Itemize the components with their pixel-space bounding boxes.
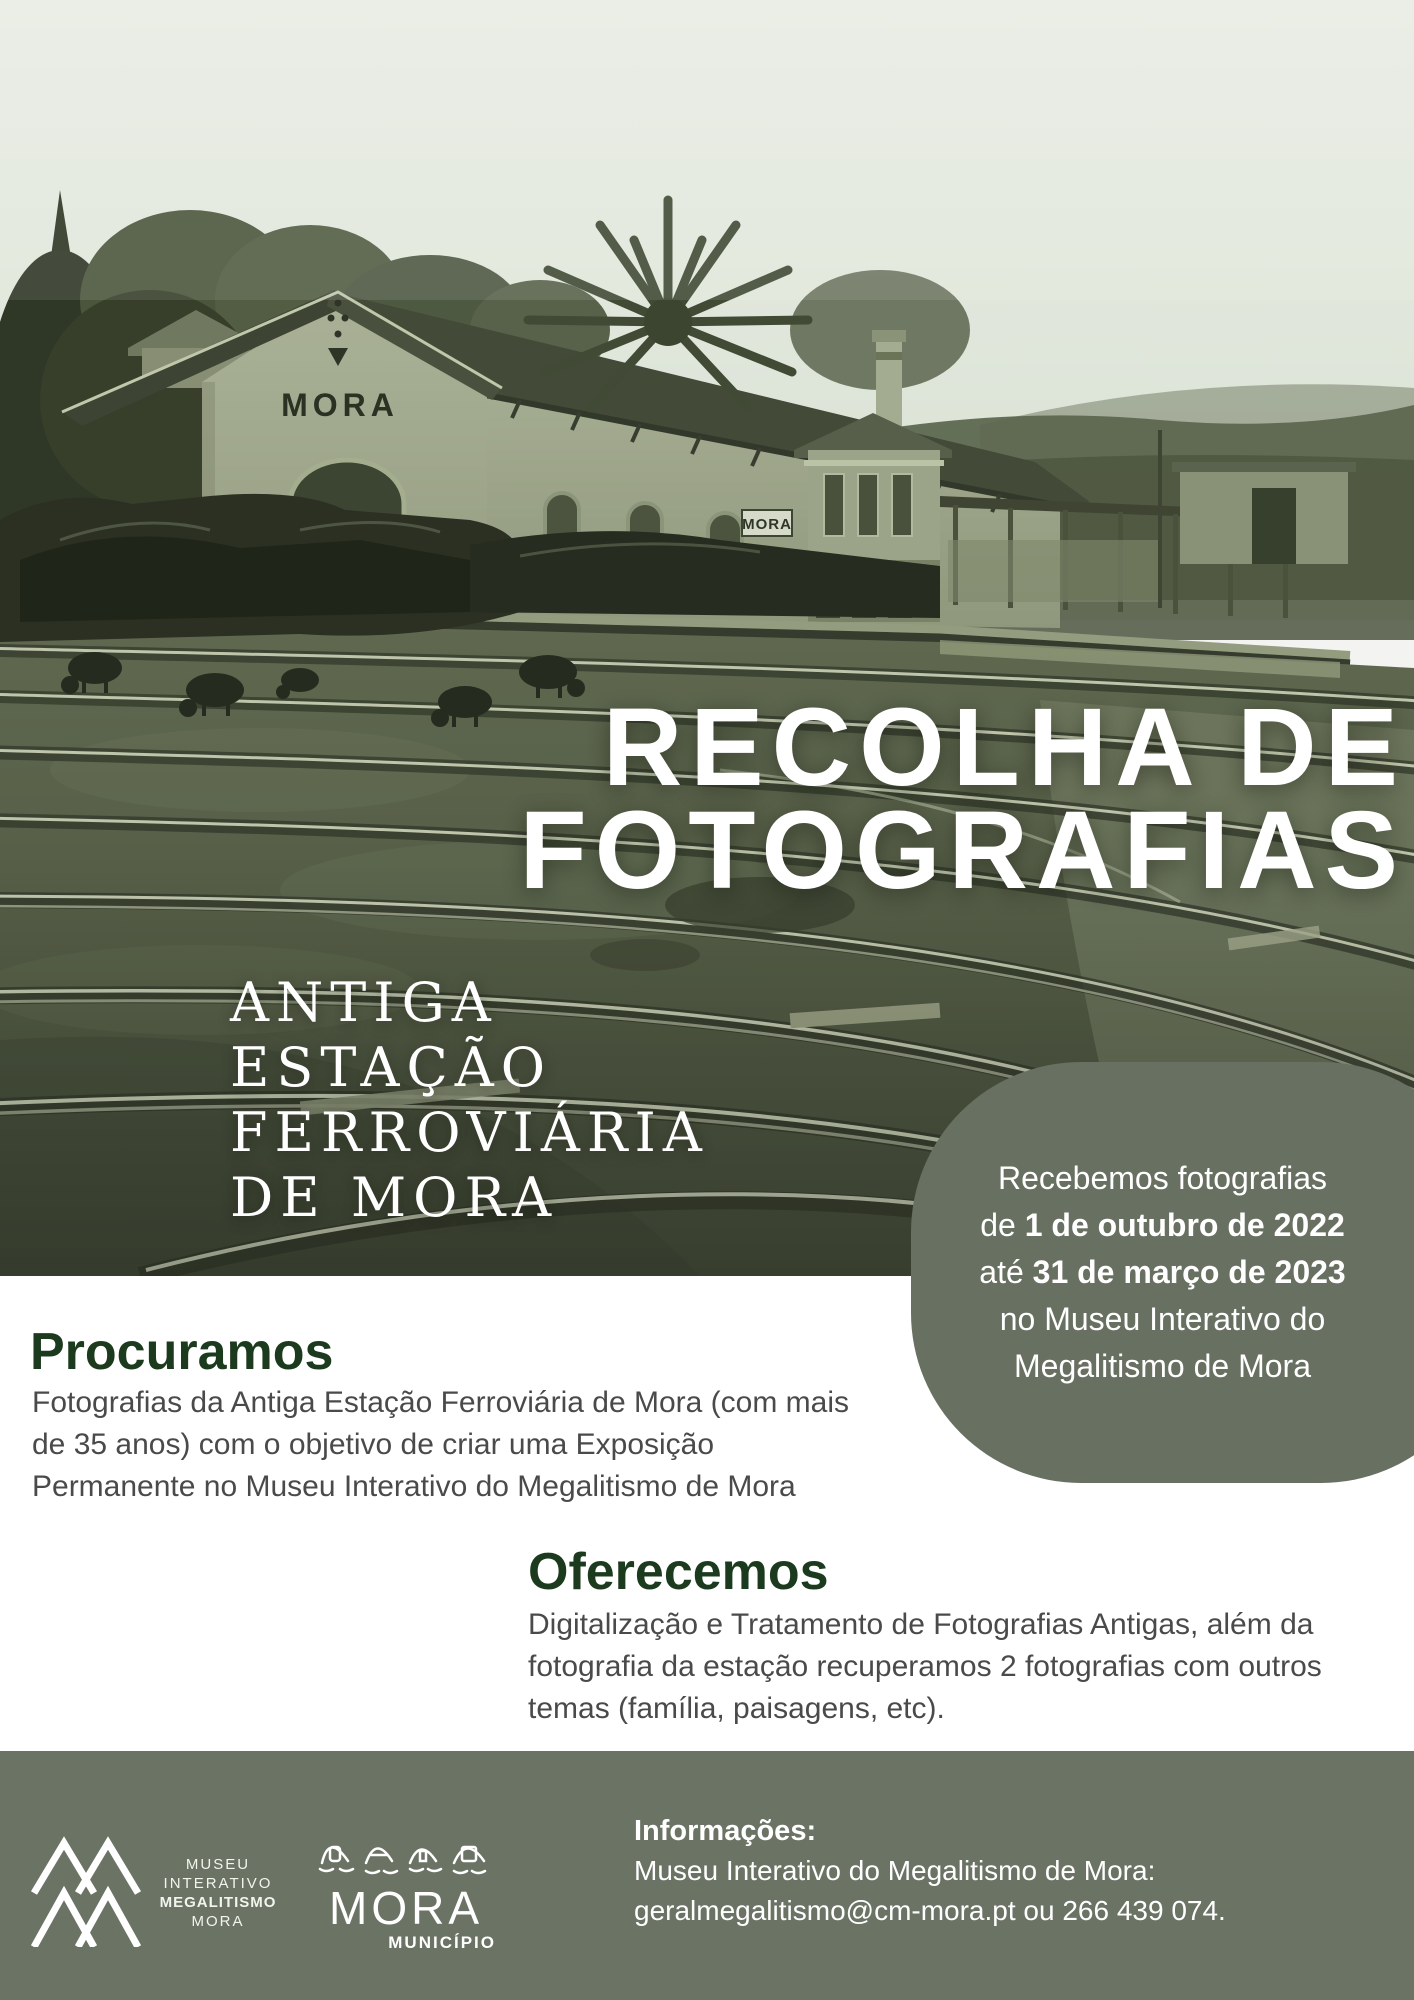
subtitle-line-4: DE MORA xyxy=(230,1166,559,1229)
notice-text xyxy=(911,1062,1414,1483)
notice-line-4: no Museu Interativo do xyxy=(999,1301,1326,1337)
subtitle xyxy=(230,970,709,1230)
oferecemos-heading: Oferecemos xyxy=(528,1543,829,1601)
museum-logo-line-2: INTERATIVO xyxy=(163,1875,273,1892)
procuramos-body-line-2: de 35 anos) com o objetivo de criar uma Exposição xyxy=(32,1428,715,1461)
notice-line-1: Recebemos fotografias xyxy=(997,1160,1328,1196)
procuramos-body-line-3: Permanente no Museu Interativo do Megalitismo de Mora xyxy=(32,1470,796,1503)
procuramos-body-line-1: Fotografias da Antiga Estação Ferroviária de Mora (com mais xyxy=(32,1386,850,1419)
notice-line-2: de 1 de outubro de 2022 xyxy=(980,1207,1345,1243)
museum-logo-label xyxy=(158,1855,278,1931)
procuramos-body xyxy=(32,1382,849,1508)
notice-end-date: 31 de março de 2023 xyxy=(1032,1254,1346,1290)
subtitle-line-1: ANTIGA xyxy=(230,971,498,1034)
oferecemos-body xyxy=(528,1604,1322,1730)
museum-logo-line-3: MEGALITISMO xyxy=(159,1894,277,1911)
oferecemos-body-line-1: Digitalização e Tratamento de Fotografias Antigas, além da xyxy=(528,1608,1314,1641)
platform-sign-text: MORA xyxy=(742,516,792,533)
notice-line-3: até 31 de março de 2023 xyxy=(979,1254,1346,1290)
mora-logo-name: MORA xyxy=(329,1882,483,1934)
museum-logo-icon xyxy=(30,1829,142,1947)
mora-logo-icon xyxy=(318,1831,494,1875)
page-title-line-1: RECOLHA DE xyxy=(602,686,1406,809)
info-line-2: geralmegalitismo@cm-mora.pt ou 266 439 074. xyxy=(634,1895,1226,1926)
gable-sign-text: MORA xyxy=(281,387,399,423)
subtitle-line-2: ESTAÇÃO xyxy=(230,1036,553,1099)
mora-logo xyxy=(316,1831,496,1953)
page-title xyxy=(519,686,1406,912)
subtitle-line-3: FERROVIÁRIA xyxy=(230,1101,709,1164)
info-line-1: Museu Interativo do Megalitismo de Mora: xyxy=(634,1855,1156,1886)
oferecemos-body-line-2: fotografia da estação recuperamos 2 fotografias com outros xyxy=(528,1650,1322,1683)
procuramos-heading: Procuramos xyxy=(30,1323,334,1381)
notice-line-5: Megalitismo de Mora xyxy=(1014,1348,1311,1384)
info-heading: Informações: xyxy=(634,1815,817,1847)
contact-info xyxy=(634,1811,1226,1931)
museum-logo-line-4: MORA xyxy=(191,1913,245,1930)
notice-start-date: 1 de outubro de 2022 xyxy=(1024,1207,1345,1243)
page-title-line-2: FOTOGRAFIAS xyxy=(519,789,1406,912)
museum-logo-line-1: MUSEU xyxy=(185,1856,251,1873)
notice-card xyxy=(911,1062,1414,1483)
oferecemos-body-line-3: temas (família, paisagens, etc). xyxy=(528,1692,945,1725)
footer xyxy=(0,1751,1414,2000)
mora-logo-subtitle: MUNICÍPIO xyxy=(388,1933,496,1952)
